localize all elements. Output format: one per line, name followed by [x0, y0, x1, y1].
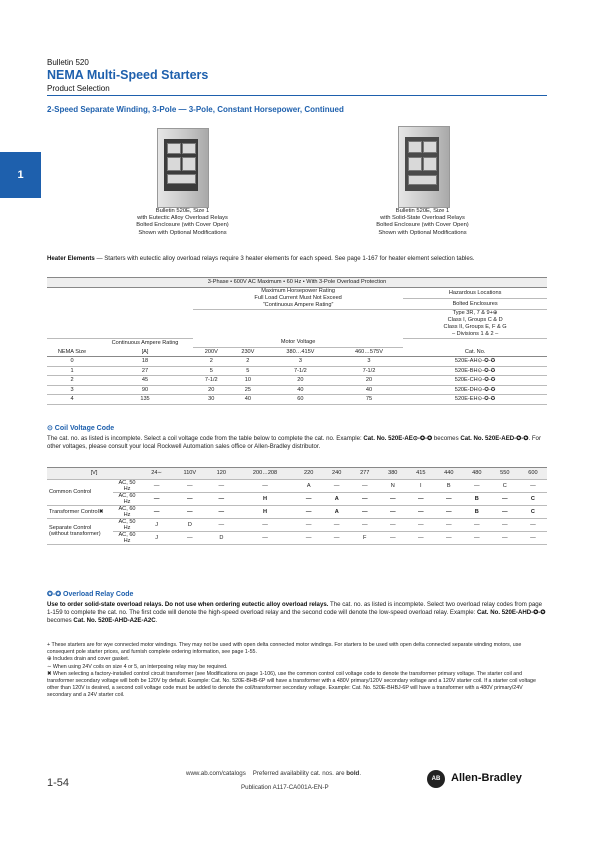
cell-code: A	[323, 505, 351, 518]
cell-code: —	[141, 479, 172, 492]
amp-unit-header: [A]	[97, 347, 193, 357]
coil-code-title: ⊙ Coil Voltage Code	[47, 425, 115, 432]
page-subtitle: Product Selection	[47, 84, 110, 93]
example-cat-no: Cat. No. 520E-AHD-✪-✪	[476, 609, 546, 616]
cell-code: —	[323, 531, 351, 544]
heater-elements-note	[47, 255, 547, 263]
cell-code: D	[172, 518, 207, 531]
photo-caption-1	[110, 208, 255, 237]
allen-bradley-logo-icon: AB	[427, 770, 445, 788]
cell-code: —	[519, 479, 547, 492]
text-span: becomes	[432, 435, 461, 442]
section-title: 2-Speed Separate Winding, 3-Pole — 3-Pole, Constant Horsepower, Continued	[47, 105, 344, 114]
cell-amp: 45	[97, 376, 193, 386]
cell-code: —	[295, 531, 323, 544]
header-rule	[47, 95, 547, 96]
caption-line: Bolted Enclosure (with Cover Open)	[136, 222, 229, 229]
col-header: 415	[407, 468, 435, 480]
cell-hp: 20	[335, 376, 404, 386]
chapter-tab[interactable]: 1	[0, 152, 41, 198]
voltage-header: 380…415V	[266, 347, 335, 357]
example-cat-no: Cat. No. 520E-AE⊙-✪-✪	[363, 435, 433, 442]
cell-code: —	[235, 518, 294, 531]
cell-code: —	[407, 492, 435, 505]
text-span: . For other voltages, please consult your local Rockwell Automation sales office or Allen-Bradley distributor.	[47, 435, 541, 450]
voltage-header: 230V	[230, 347, 267, 357]
cell-code: B	[463, 505, 491, 518]
text-span: .	[155, 617, 158, 624]
col-header: 120	[207, 468, 235, 480]
caption-line: with Solid-State Overload Relays	[380, 215, 465, 222]
cell-code: —	[172, 479, 207, 492]
cell-hp: 40	[266, 385, 335, 395]
product-photo-solid-state	[398, 126, 450, 208]
cell-hp: 25	[230, 385, 267, 395]
cell-code: —	[235, 531, 294, 544]
catalog-link[interactable]: www.ab.com/catalogs	[186, 770, 246, 777]
cell-code: —	[491, 518, 519, 531]
cell-code: —	[407, 518, 435, 531]
footnote: ✖ When selecting a factory-installed control circuit transformer (see Modifications on page 1-106), use the common control coil voltage code to denote the transformer primary voltage. The starter coil and transformer secondary voltage will both be 120V by default. Example: Cat. No. 520E-BHB-6P will have a transformer with a 480V primary/120V secondary voltage and a 120V starter coil. If a starter coil voltage other than 120V is desired, a second coil voltage code must be added to denote the coil/transformer secondary voltage. Example: Cat. No. 520E-BHBJ-6P will have a transformer with a 480V primary/24V secondary and a 24V starter coil.	[47, 670, 536, 699]
cell-code: —	[351, 518, 379, 531]
cell-amp: 135	[97, 395, 193, 405]
cell-hp: 5	[230, 366, 267, 376]
cell-code: —	[172, 505, 207, 518]
table-row	[47, 357, 547, 367]
cell-hp: 20	[193, 385, 230, 395]
voltage-unit-label: [V]	[47, 468, 141, 480]
col-header: 220	[295, 468, 323, 480]
cell-hp: 20	[266, 376, 335, 386]
row-group: Separate Control (without transformer)	[47, 518, 113, 544]
table-row	[47, 395, 547, 405]
cell-hp: 2	[193, 357, 230, 367]
cell-hp: 30	[193, 395, 230, 405]
cell-code: —	[491, 505, 519, 518]
row-group: Common Control	[47, 479, 113, 505]
cell-code: —	[435, 518, 463, 531]
cell-hp: 40	[335, 385, 404, 395]
footnote: + These starters are for wye connected motor windings. They may not be used with open delta connected motor windings. For starters to be used with open delta connected separate winding motors, use consequent pole starter prices, and furnish complete ordering information, see page 1-55.	[47, 642, 522, 656]
col-header: 240	[323, 468, 351, 480]
type-header-line: Class II, Groups E, F & G	[443, 323, 507, 330]
col-header: 380	[379, 468, 407, 480]
type-header-line: Class I, Groups C & D	[447, 316, 503, 323]
cell-cat-no: 520E-BH⊙-✪-✪	[403, 366, 547, 376]
cell-code: —	[379, 531, 407, 544]
cell-code: —	[351, 492, 379, 505]
cell-code: —	[463, 518, 491, 531]
col-header: 200…208	[235, 468, 294, 480]
cell-code: —	[435, 531, 463, 544]
cell-code: —	[491, 531, 519, 544]
cell-cat-no: 520E-DH⊙-✪-✪	[403, 385, 547, 395]
amp-header: Continuous Ampere Rating	[111, 339, 179, 346]
cell-cat-no: 520E-CH⊙-✪-✪	[403, 376, 547, 386]
bolted-header: Bolted Enclosures	[403, 298, 547, 309]
cell-code: —	[235, 479, 294, 492]
cell-code: —	[141, 505, 172, 518]
col-header: 550	[491, 468, 519, 480]
coil-code-text	[47, 435, 547, 451]
cell-code: —	[351, 505, 379, 518]
nema-size-header: NEMA Size	[47, 347, 97, 357]
cell-code: —	[172, 531, 207, 544]
overload-lead: Use to order solid-state overload relays. Do not use when ordering eutectic alloy overload relays.	[47, 601, 329, 608]
row-freq: AC, 50 Hz	[113, 479, 141, 492]
cell-code: —	[295, 518, 323, 531]
starter-selection-table	[47, 277, 547, 405]
example-cat-no: Cat. No. 520E-AED-✪-✪	[460, 435, 529, 442]
cell-hp: 3	[335, 357, 404, 367]
type-header-line: – Divisions 1 & 2 –	[451, 330, 499, 337]
text-span: becomes	[47, 617, 74, 624]
row-freq: AC, 60 Hz	[113, 531, 141, 544]
cell-code: C	[519, 492, 547, 505]
cell-code: J	[141, 518, 172, 531]
page-number: 1-54	[47, 777, 70, 789]
cell-hp: 3	[266, 357, 335, 367]
cell-size: 4	[47, 395, 97, 405]
cell-code: H	[235, 492, 294, 505]
cell-code: —	[323, 518, 351, 531]
cell-code: —	[435, 505, 463, 518]
table-top-header: 3-Phase • 600V AC Maximum • 60 Hz • With 3-Pole Overload Protection	[47, 278, 547, 288]
row-freq: AC, 60 Hz	[113, 492, 141, 505]
heater-label: Heater Elements	[47, 255, 95, 262]
hp-header-line: Full Load Current Must Not Exceed	[254, 294, 342, 301]
caption-line: with Eutectic Alloy Overload Relays	[137, 215, 228, 222]
cell-amp: 18	[97, 357, 193, 367]
cell-code: B	[463, 492, 491, 505]
availability-text: Preferred availability cat. nos. are	[252, 770, 347, 777]
cell-code: J	[141, 531, 172, 544]
footnote: ∼ When using 24V coils on size 4 or 5, an interposing relay may be required.	[47, 663, 228, 670]
cell-code: C	[491, 479, 519, 492]
bulletin-label: Bulletin 520	[47, 58, 89, 67]
cell-code: —	[463, 479, 491, 492]
caption-line: Shown with Optional Modifications	[378, 229, 467, 236]
row-freq: AC, 60 Hz	[113, 505, 141, 518]
cell-hp: 5	[193, 366, 230, 376]
cell-code: —	[519, 518, 547, 531]
cell-code: B	[435, 479, 463, 492]
cell-code: —	[407, 531, 435, 544]
hp-header-line: Maximum Horsepower Rating	[261, 287, 335, 294]
table-row	[47, 492, 547, 505]
type-header-line: Type 3R, 7 & 9+⊕	[452, 309, 498, 316]
cell-code: C	[519, 505, 547, 518]
product-photo-eutectic	[157, 128, 209, 208]
caption-line: Shown with Optional Modifications	[138, 229, 227, 236]
cat-no-header: Cat. No.	[403, 347, 547, 357]
table-row	[47, 376, 547, 386]
cell-code: —	[207, 518, 235, 531]
table-row	[47, 531, 547, 544]
caption-line: Bolted Enclosure (with Cover Open)	[376, 222, 469, 229]
cell-code: —	[207, 505, 235, 518]
cell-code: —	[379, 505, 407, 518]
text-span: The cat. no. as listed is incomplete. Select two overload relay codes from page 1-159 to complete the cat. no. The first code will denote the high-speed overload relay and the second code will denote the low-speed overload relay. Example:	[47, 601, 543, 616]
cell-code: F	[351, 531, 379, 544]
cell-code: —	[295, 505, 323, 518]
cell-code: H	[235, 505, 294, 518]
table-row	[47, 479, 547, 492]
cell-code: I	[407, 479, 435, 492]
motor-voltage-header: Motor Voltage	[193, 338, 403, 347]
cell-code: D	[207, 531, 235, 544]
cell-code: —	[463, 531, 491, 544]
cell-amp: 27	[97, 366, 193, 376]
cell-cat-no: 520E-AH⊙-✪-✪	[403, 357, 547, 367]
table-row	[47, 366, 547, 376]
table-row	[47, 518, 547, 531]
col-header: 277	[351, 468, 379, 480]
cell-cat-no: 520E-EH⊙-✪-✪	[403, 395, 547, 405]
cell-size: 2	[47, 376, 97, 386]
table-row	[47, 385, 547, 395]
cell-code: —	[351, 479, 379, 492]
caption-line: Bulletin 520E, Size 1	[155, 208, 210, 214]
cell-code: A	[323, 492, 351, 505]
cell-hp: 7-1/2	[266, 366, 335, 376]
type-header	[403, 309, 547, 338]
photo-caption-2	[350, 208, 495, 237]
cell-hp: 2	[230, 357, 267, 367]
row-group: Transformer Control✖	[47, 505, 113, 518]
footnotes	[47, 642, 547, 700]
cell-hp: 60	[266, 395, 335, 405]
cell-code: —	[519, 531, 547, 544]
example-cat-no: Cat. No. 520E-AHD-A2E-A2C	[73, 617, 156, 624]
cell-code: —	[207, 479, 235, 492]
cell-code: —	[379, 492, 407, 505]
cell-size: 1	[47, 366, 97, 376]
text-span: The cat. no. as listed is incomplete. Select a coil voltage code from the table below to complete the cat. no. Example:	[47, 435, 364, 442]
cell-code: A	[295, 479, 323, 492]
cell-code: —	[141, 492, 172, 505]
coil-voltage-table	[47, 467, 547, 545]
row-freq: AC, 50 Hz	[113, 518, 141, 531]
cell-amp: 90	[97, 385, 193, 395]
availability-suffix: .	[359, 770, 362, 777]
voltage-header: 460…575V	[335, 347, 404, 357]
cell-code: —	[379, 518, 407, 531]
overload-code-title: ✪-✪ Overload Relay Code	[47, 591, 134, 598]
cell-hp: 10	[230, 376, 267, 386]
heater-text: — Starters with eutectic alloy overload relays require 3 heater elements for each speed. See page 1-167 for heater element selection tables.	[94, 255, 475, 262]
cell-code: N	[379, 479, 407, 492]
publication-number: Publication A117-CA001A-EN-P	[241, 784, 329, 791]
col-header: 600	[519, 468, 547, 480]
footer-catalog-line	[186, 770, 361, 777]
hp-header	[193, 287, 403, 309]
caption-line: Bulletin 520E, Size 1	[395, 208, 450, 214]
hp-header-line: “Continuous Ampere Rating”	[262, 301, 334, 308]
cell-code: —	[491, 492, 519, 505]
col-header: 440	[435, 468, 463, 480]
brand-name: Allen-Bradley	[451, 772, 522, 784]
col-header: 480	[463, 468, 491, 480]
table-row	[47, 505, 547, 518]
cell-hp: 7-1/2	[335, 366, 404, 376]
page-title: NEMA Multi-Speed Starters	[47, 68, 209, 82]
cell-code: —	[207, 492, 235, 505]
cell-hp: 40	[230, 395, 267, 405]
col-header: 24∼	[141, 468, 172, 480]
hazardous-header: Hazardous Locations	[403, 287, 547, 298]
col-header: 110V	[172, 468, 207, 480]
cell-hp: 75	[335, 395, 404, 405]
cell-code: —	[407, 505, 435, 518]
footnote: ⊕ Includes drain and cover gasket.	[47, 656, 130, 663]
cell-size: 3	[47, 385, 97, 395]
cell-code: —	[172, 492, 207, 505]
overload-code-text	[47, 601, 547, 625]
cell-hp: 7-1/2	[193, 376, 230, 386]
cell-size: 0	[47, 357, 97, 367]
cell-code: —	[435, 492, 463, 505]
availability-bold: bold	[346, 770, 360, 777]
cell-code: —	[323, 479, 351, 492]
cell-code: —	[295, 492, 323, 505]
voltage-header: 200V	[193, 347, 230, 357]
